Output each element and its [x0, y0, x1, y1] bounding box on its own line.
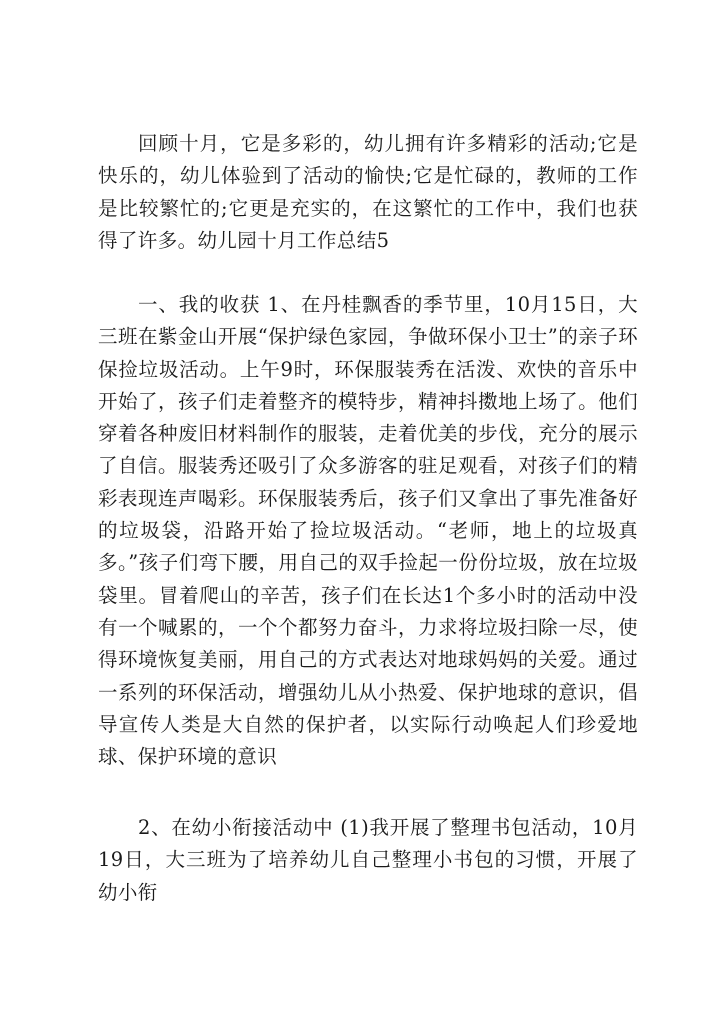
- paragraph-intro: 回顾十月，它是多彩的，幼儿拥有许多精彩的活动;它是快乐的，幼儿体验到了活动的愉快;它是忙碌的，教师的工作是比较繁忙的;它更是充实的，在这繁忙的工作中，我们也获得了许多。幼儿园十月工作总结5: [98, 132, 638, 252]
- paragraph-transition: 2、在幼小衔接活动中 (1)我开展了整理书包活动，10月19日，大三班为了培养幼儿自己整理小书包的习惯，开展了幼小衔: [98, 816, 638, 904]
- paragraph-harvest: 一、我的收获 1、在丹桂飘香的季节里，10月15日，大三班在紫金山开展“保护绿色家园，争做环保小卫士”的亲子环保捡垃圾活动。上午9时，环保服装秀在活泼、欢快的音乐中开始了，孩子们走着整齐的模特步，精神抖擞地上场了。他们穿着各种废旧材料制作的服装，走着优美的步伐，充分的展示了自信。服装秀还吸引了众多游客的驻足观看，对孩子们的精彩表现连声喝彩。环保服装秀后，孩子们又拿出了事先准备好的垃圾袋，沿路开始了捡垃圾活动。“老师，地上的垃圾真多。”孩子们弯下腰，用自己的双手捡起一份份垃圾，放在垃圾袋里。冒着爬山的辛苦，孩子们在长达1个多小时的活动中没有一个喊累的，一个个都努力奋斗，力求将垃圾扫除一尽，使得环境恢复美丽，用自己的方式表达对地球妈妈的关爱。通过一系列的环保活动，增强幼儿从小热爱、保护地球的意识，倡导宣传人类是大自然的保护者，以实际行动唤起人们珍爱地球、保护环境的意识: [98, 293, 638, 769]
